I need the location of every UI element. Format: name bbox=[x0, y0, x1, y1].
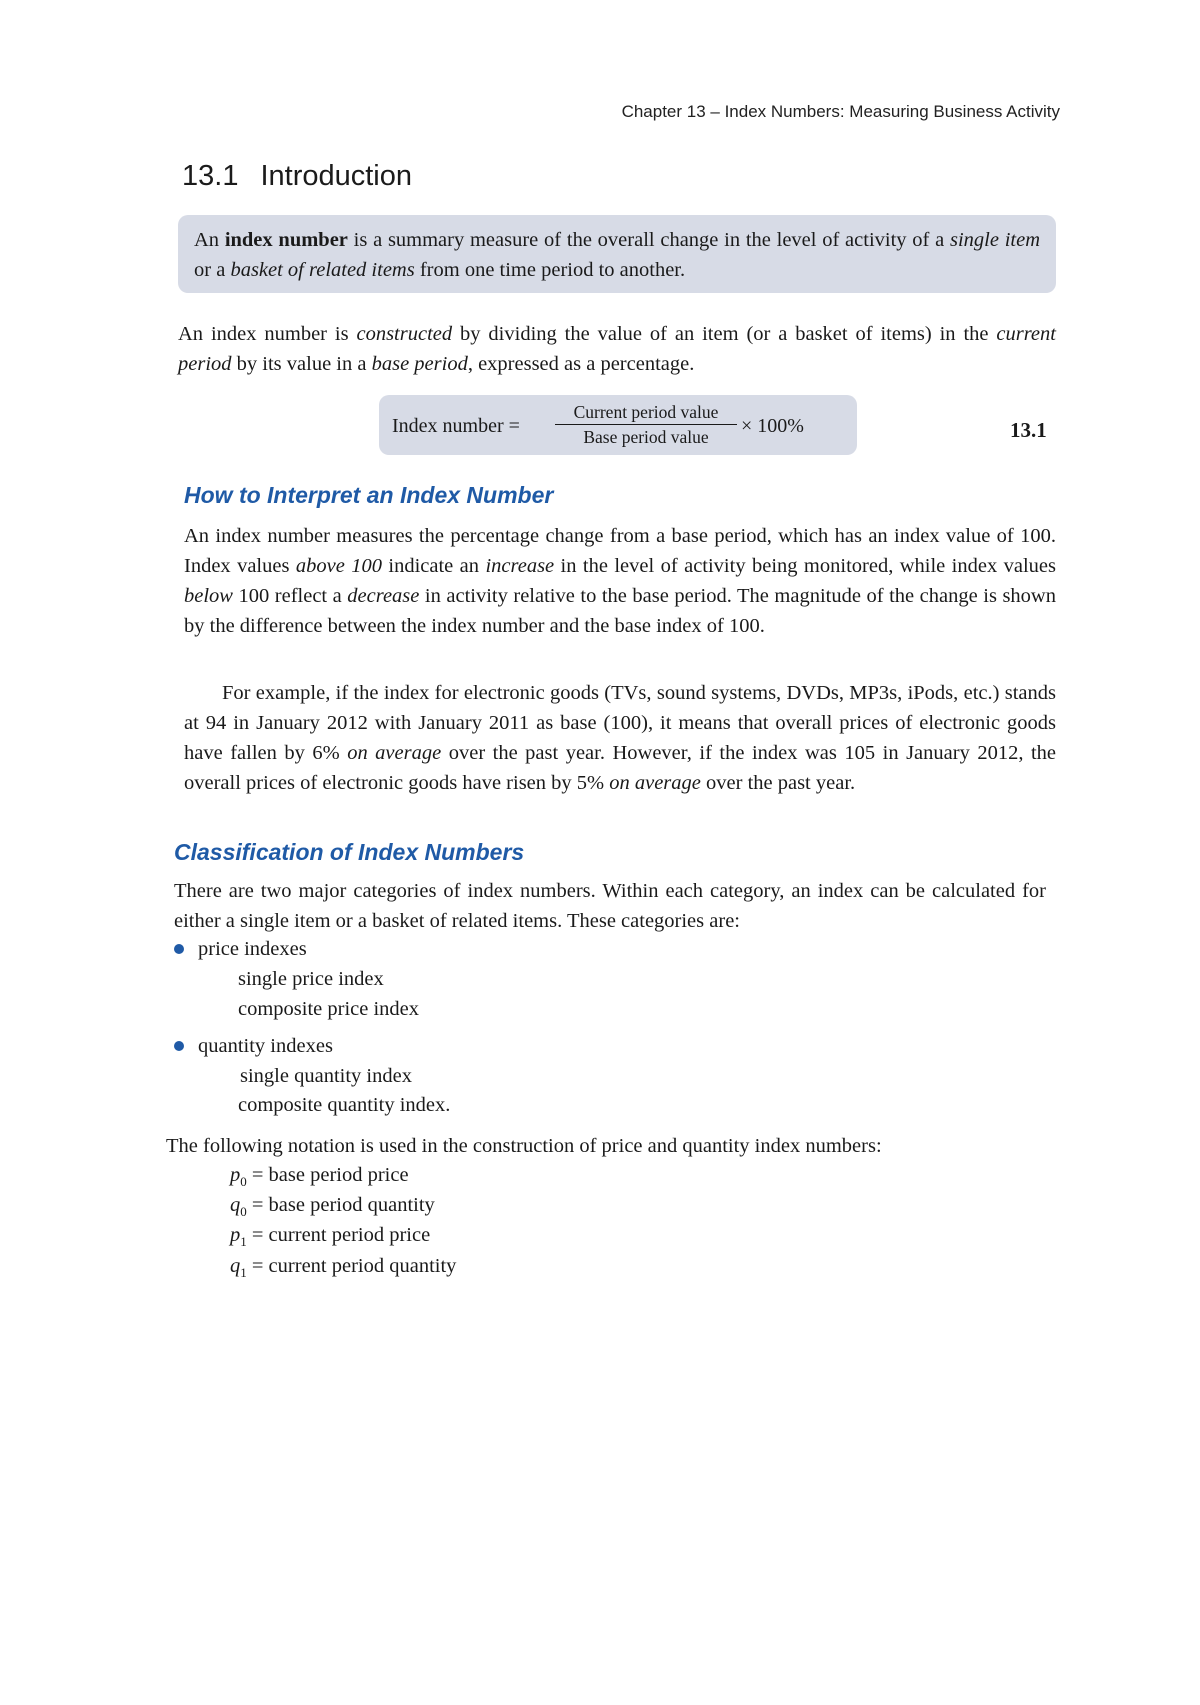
notation-desc: = base period quantity bbox=[246, 1194, 435, 1216]
list-item-quantity-indexes: quantity indexes bbox=[198, 1035, 333, 1057]
notation-symbol: q bbox=[230, 1255, 241, 1277]
paragraph-emphasis: current period bbox=[178, 323, 1056, 375]
paragraph-text: over the past year. bbox=[700, 772, 856, 794]
definition-term: index number bbox=[224, 229, 348, 251]
paragraph-text: over the past year. However, if the index was 105 in January 2012, the overall prices of electronic goods have risen by 5% bbox=[184, 742, 1056, 794]
notation-subscript: 1 bbox=[240, 1265, 247, 1281]
section-title: Introduction bbox=[260, 160, 412, 192]
notation-symbol: p bbox=[230, 1224, 241, 1246]
notation-symbol: p bbox=[230, 1164, 241, 1186]
list-subitem-single-quantity: single quantity index bbox=[240, 1065, 412, 1087]
paragraph-emphasis: base period bbox=[371, 353, 468, 375]
paragraph-emphasis: on average bbox=[609, 772, 701, 794]
definition-text: is a summary measure of the overall change in the level of activity of a bbox=[347, 229, 950, 251]
paragraph-text: For example, if the index for electronic goods (TVs, sound systems, DVDs, MP3s, iPods, etc.) stands at 94 in January 2012 with January 2011 as base (100), it means that overall prices of electronic goods have fallen by 6% bbox=[184, 682, 1056, 764]
paragraph-emphasis: increase bbox=[485, 555, 555, 577]
list-item-price-indexes: price indexes bbox=[198, 938, 307, 960]
notation-intro: The following notation is used in the construction of price and quantity index numbers: bbox=[166, 1135, 882, 1157]
equation-number: 13.1 bbox=[1010, 418, 1047, 442]
section-heading bbox=[182, 160, 412, 193]
example-paragraph bbox=[184, 678, 1056, 798]
notation-desc: = current period quantity bbox=[246, 1255, 457, 1277]
paragraph-text: by its value in a bbox=[231, 353, 372, 375]
paragraph-text: in the level of activity being monitored, while index values bbox=[554, 555, 1057, 577]
definition-emphasis: basket of related items bbox=[230, 259, 415, 281]
paragraph-emphasis: on average bbox=[347, 742, 442, 764]
subheading-interpret: How to Interpret an Index Number bbox=[184, 482, 554, 508]
running-head: Chapter 13 – Index Numbers: Measuring Business Activity bbox=[621, 102, 1060, 121]
bullet-dot-icon bbox=[174, 1041, 184, 1051]
paragraph-text: An index number is bbox=[178, 323, 357, 345]
classification-paragraph: There are two major categories of index numbers. Within each category, an index can be calculated for either a single item or a basket of related items. These categories are: bbox=[174, 880, 1046, 932]
list-subitem-composite-quantity: composite quantity index. bbox=[238, 1094, 451, 1116]
notation-symbol: q bbox=[230, 1194, 241, 1216]
formula-lhs: Index number = bbox=[392, 415, 520, 437]
paragraph-text: by dividing the value of an item (or a basket of items) in the bbox=[452, 323, 997, 345]
paragraph-emphasis: below bbox=[184, 585, 233, 607]
list-subitem-single-price: single price index bbox=[238, 968, 384, 990]
section-number: 13.1 bbox=[182, 160, 239, 192]
paragraph-text: 100 reflect a bbox=[232, 585, 348, 607]
formula-numerator: Current period value bbox=[573, 402, 719, 422]
list-subitem-composite-price: composite price index bbox=[238, 998, 420, 1020]
notation-item bbox=[230, 1251, 456, 1288]
fraction-bar bbox=[555, 424, 737, 425]
notation-desc: = current period price bbox=[246, 1224, 431, 1246]
notation-desc: = base period price bbox=[246, 1164, 409, 1186]
definition-box bbox=[178, 215, 1056, 293]
interpret-paragraph bbox=[184, 521, 1056, 641]
paragraph-emphasis: decrease bbox=[347, 585, 420, 607]
bullet-dot-icon bbox=[174, 944, 184, 954]
formula-fraction bbox=[555, 401, 737, 448]
paragraph-text: , expressed as a percentage. bbox=[467, 353, 695, 375]
definition-text: or a bbox=[194, 259, 231, 281]
paragraph-emphasis: constructed bbox=[356, 323, 453, 345]
definition-emphasis: single item bbox=[949, 229, 1041, 251]
definition-text: from one time period to another. bbox=[414, 259, 686, 281]
definition-text: An bbox=[194, 229, 225, 251]
notation-subscript: 0 bbox=[240, 1204, 247, 1220]
paragraph-emphasis: above 100 bbox=[295, 555, 382, 577]
formula-denominator: Base period value bbox=[583, 427, 709, 447]
paragraph-text: in activity relative to the base period. The magnitude of the change is shown by the difference between the index number and the base index of 100. bbox=[184, 585, 1056, 637]
notation-subscript: 0 bbox=[240, 1174, 247, 1190]
notation-subscript: 1 bbox=[240, 1234, 247, 1250]
paragraph-text: indicate an bbox=[381, 555, 486, 577]
paragraph-text: An index number measures the percentage change from a base period, which has an index value of 100. Index values bbox=[184, 525, 1056, 577]
construction-paragraph bbox=[178, 319, 1056, 379]
formula-rhs: × 100% bbox=[741, 415, 804, 437]
subheading-classification: Classification of Index Numbers bbox=[174, 839, 525, 865]
